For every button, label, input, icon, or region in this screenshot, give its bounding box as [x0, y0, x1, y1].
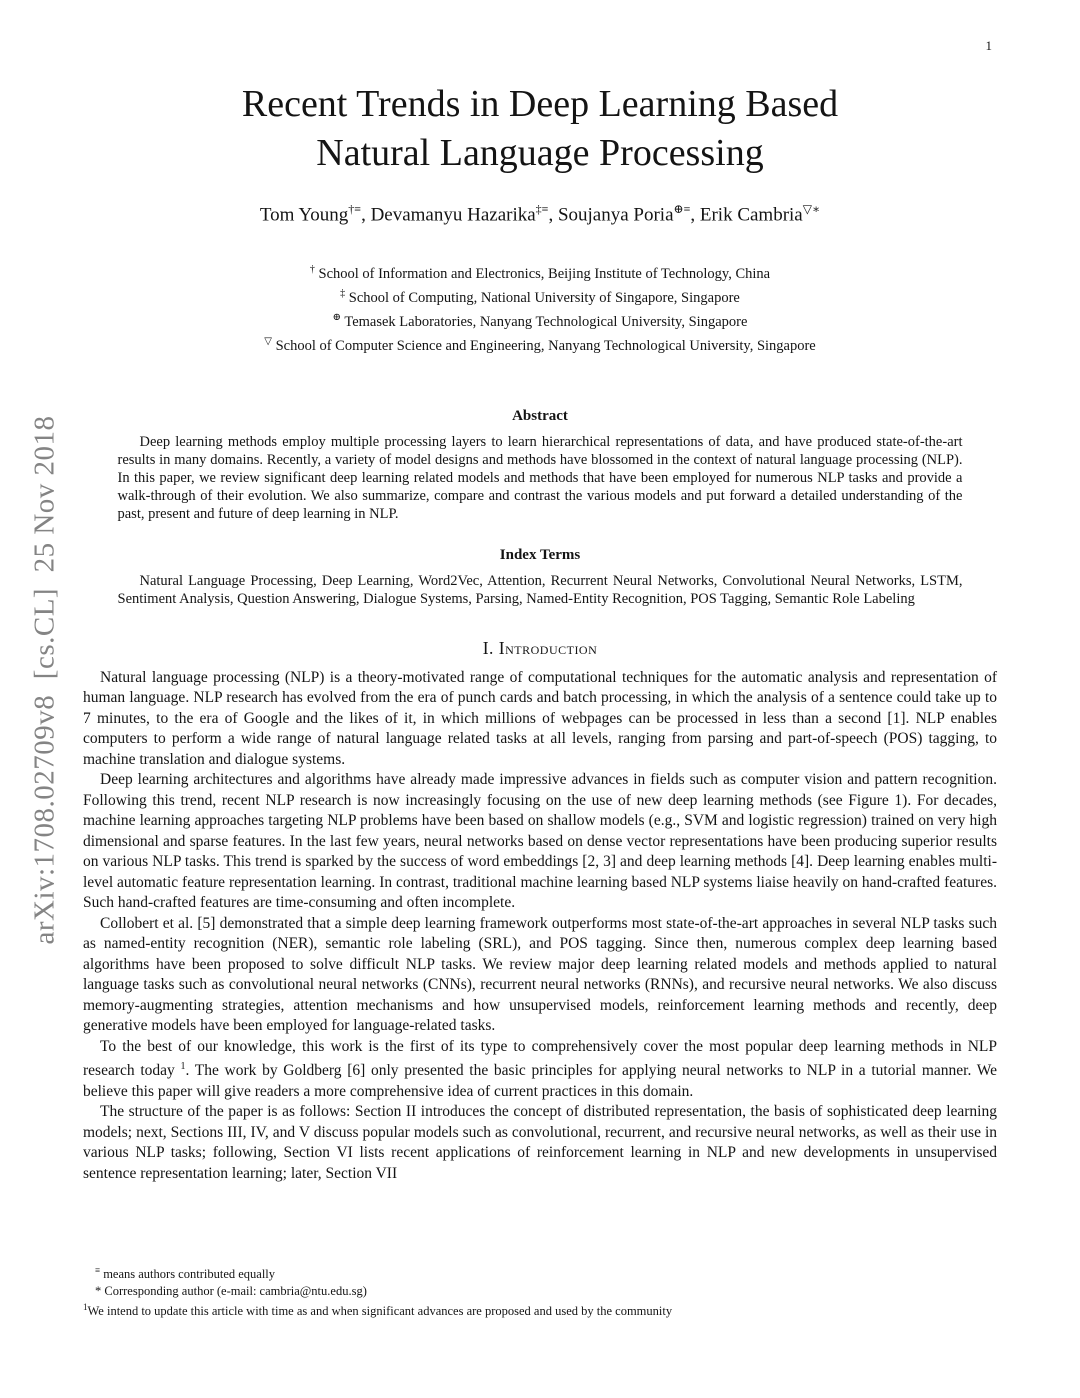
index-terms-heading: Index Terms — [499, 546, 581, 563]
footnote-marker: ≡ — [95, 1265, 101, 1275]
author-affil-marks: ▽∗ — [802, 202, 821, 216]
affiliation-marker: ⊕ — [332, 311, 341, 323]
paper-header — [0, 0, 1080, 356]
footnote-reference: 1 — [180, 1061, 186, 1073]
author-affil-marks: †≡ — [348, 202, 362, 216]
abstract-section — [118, 408, 963, 608]
affiliation-line — [0, 260, 1080, 284]
footnote-text: Corresponding author (e-mail: cambria@ntu.edu.sg) — [101, 1283, 367, 1298]
author-name: Erik Cambria — [699, 204, 803, 226]
abstract-text: Deep learning methods employ multiple processing layers to learn hierarchical representations of data, and have produced state-of-the-art results in many domains. Recently, a variety of model designs and methods have blossomed in the context of natural language processing (NLP). In this paper, we review significant deep learning related models and methods that have been employed for numerous NLP tasks and provide a walk-through of their evolution. We also summarize, compare and contrast the various models and put forward a detailed understanding of the past, present and future of deep learning in NLP. — [117, 433, 963, 522]
abstract-heading: Abstract — [512, 407, 568, 424]
affiliation-text: School of Computer Science and Engineering, Nanyang Technological University, Singapore — [275, 337, 816, 354]
affiliation-marker: ▽ — [264, 335, 272, 347]
affiliation-marker: ‡ — [340, 288, 346, 300]
arxiv-watermark: arXiv:1708.02709v8 [cs.CL] 25 Nov 2018 — [28, 415, 61, 945]
paragraph-text: To the best of our knowledge, this work is the first of its type to comprehensively cover the most popular deep learning methods in NLP research today — [83, 1037, 997, 1080]
affiliation-line — [0, 308, 1080, 332]
title-line-2: Natural Language Processing — [316, 132, 764, 174]
author-separator: , — [548, 204, 558, 226]
author-name: Devamanyu Hazarika — [370, 204, 536, 226]
intro-paragraph-3: Collobert et al. [5] demonstrated that a simple deep learning framework outperforms most state-of-the-art approaches in several NLP tasks such as named-entity recognition (NER), semantic role labeling (SRL), and POS tagging. Since then, numerous complex deep learning based algorithms have been proposed to solve difficult NLP tasks. We review major deep learning related models and methods applied to natural language tasks such as convolutional neural networks (CNNs), recurrent neural networks (RNNs), and recursive neural networks. We also discuss memory-augmenting strategies, attention mechanisms and how unsupervised models, reinforcement learning methods and recently, deep generative models have been employed for language-related tasks. — [83, 914, 997, 1035]
section-heading-introduction: I. Introduction — [482, 637, 598, 658]
affiliation-marker: † — [309, 264, 315, 276]
affiliation-text: Temasek Laboratories, Nanyang Technological University, Singapore — [344, 313, 748, 330]
footnote-corresponding-author — [83, 1283, 997, 1300]
footnote-text: means authors contributed equally — [100, 1267, 276, 1282]
affiliations-block — [0, 260, 1080, 355]
intro-paragraph-1: Natural language processing (NLP) is a theory-motivated range of computational techniques for the automatic analysis and representation of human language. NLP research has evolved from the era of punch cards and batch processing, in which the analysis of a sentence could take up to 7 minutes, to the era of Google and the likes of it, in which millions of webpages can be processed in less than a second [1]. NLP enables computers to perform a wide range of natural language related tasks at all levels, ranging from parsing and part-of-speech (POS) tagging, to machine translation and dialogue systems. — [83, 668, 997, 768]
paper-title — [0, 80, 1080, 178]
affiliation-line — [0, 284, 1080, 308]
footnote-equal-contribution — [83, 1262, 997, 1283]
author-separator: , — [690, 204, 700, 226]
author-affil-marks: ⊕≡ — [673, 202, 691, 216]
footnote-marker: 1 — [83, 1302, 88, 1313]
affiliation-text: School of Information and Electronics, Beijing Institute of Technology, China — [318, 266, 771, 283]
page-number: 1 — [985, 38, 992, 53]
intro-paragraph-5: The structure of the paper is as follows: Section II introduces the concept of distributed representation, the basis of sophisticated deep learning models; next, Sections III, IV, and V discuss popular models such as convolutional, recurrent, and recursive neural networks, as well as their use in various NLP tasks; following, Section VI lists recent applications of reinforcement learning in NLP and new developments in unsupervised sentence representation learning; later, Section VII — [83, 1103, 997, 1182]
footnote-marker: * — [95, 1283, 102, 1298]
footnotes-block — [83, 1262, 997, 1320]
author-affil-marks: ‡≡ — [535, 202, 549, 216]
paragraph-text: . The work by Goldberg [6] only presented the basic principles for applying neural networks to NLP in a tutorial manner. We believe this paper will give readers a more comprehensive idea of current practices in this domain. — [83, 1062, 997, 1100]
author-line — [0, 202, 1080, 226]
introduction-section — [83, 638, 997, 1185]
title-line-1: Recent Trends in Deep Learning Based — [241, 83, 839, 125]
index-terms-text: Natural Language Processing, Deep Learning, Word2Vec, Attention, Recurrent Neural Networks, Convolutional Neural Networks, LSTM, Sentiment Analysis, Question Answering, Dialogue Systems, Parsing, Named-Entity Recognition, POS Tagging, Semantic Role Labeling — [117, 572, 963, 607]
affiliation-text: School of Computing, National University of Singapore, Singapore — [348, 289, 740, 306]
footnote-update-note — [83, 1299, 997, 1320]
author-name: Tom Young — [259, 204, 349, 226]
affiliation-line — [0, 332, 1080, 356]
intro-paragraph-2: Deep learning architectures and algorithms have already made impressive advances in fields such as computer vision and pattern recognition. Following this trend, recent NLP research is now increasingly focusing on the use of new deep learning methods (see Figure 1). For decades, machine learning approaches targeting NLP problems have been based on shallow models (e.g., SVM and logistic regression) trained on very high dimensional and sparse features. In the last few years, neural networks based on dense vector representations have been producing superior results on various NLP tasks. This trend is sparked by the success of word embeddings [2, 3] and deep learning methods [4]. Deep learning enables multi-level automatic feature representation learning. In contrast, traditional machine learning based NLP systems liaise heavily on hand-crafted features. Such hand-crafted features are time-consuming and often incomplete. — [83, 771, 997, 912]
intro-paragraph-4 — [83, 1037, 997, 1103]
author-name: Soujanya Poria — [557, 204, 674, 226]
author-separator: , — [361, 204, 371, 226]
footnote-text: We intend to update this article with time as and when significant advances are proposed and used by the community — [87, 1304, 673, 1319]
